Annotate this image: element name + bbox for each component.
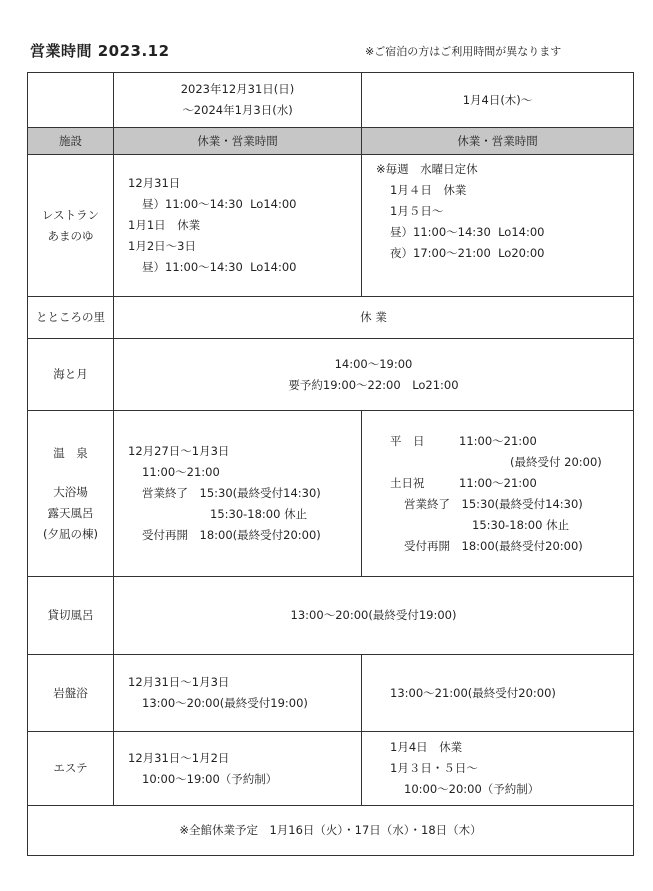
- esute-left-cell: [114, 732, 362, 806]
- onsen-left-line: 12月27日～1月3日: [128, 444, 230, 458]
- esute-name: エステ: [28, 732, 114, 806]
- restaurant-right-cell: [362, 155, 634, 297]
- period1-line2: ～2024年1月3日(水): [182, 103, 293, 117]
- kashikiri-name: 貸切風呂: [28, 577, 114, 655]
- hours-header-1: 休業・営業時間: [114, 128, 362, 155]
- ganbanyoku-left-line: 12月31日～1月3日: [128, 675, 230, 689]
- period2-header: 1月4日(木)～: [362, 73, 634, 128]
- empty-corner-cell: [28, 73, 114, 128]
- restaurant-left-line: 昼）11:00～14:30 Lo14:00: [142, 197, 297, 211]
- onsen-left-line: 11:00～21:00: [142, 465, 220, 479]
- hours-table: [27, 72, 634, 856]
- onsen-left-line: 15:30-18:00 休止: [210, 507, 308, 521]
- onsen-right-line: 15:30-18:00 休止: [472, 517, 570, 532]
- ganbanyoku-left-line: 13:00～20:00(最終受付19:00): [142, 696, 308, 710]
- closure-note: ※全館休業予定 1月16日（火）・17日（水）・18日（木）: [28, 806, 634, 856]
- hours-header-2: 休業・営業時間: [362, 128, 634, 155]
- esute-right-line: 1月３日・５日～: [390, 761, 478, 775]
- kashikiri-value: 13:00～20:00(最終受付19:00): [114, 577, 634, 655]
- period1-header: [114, 73, 362, 128]
- restaurant-left-line: 1月1日 休業: [128, 218, 201, 232]
- restaurant-right-line: 1月５日～: [390, 204, 444, 218]
- onsen-name-line: 温 泉: [53, 445, 88, 460]
- totoro-row: [28, 297, 634, 339]
- esute-left-line: 12月31日～1月2日: [128, 750, 230, 765]
- onsen-right-line: 受付再開 18:00(最終受付20:00): [404, 538, 583, 553]
- restaurant-right-line: ※毎週 水曜日定休: [376, 162, 478, 176]
- onsen-name-line: (夕凪の棟): [43, 526, 98, 541]
- restaurant-left-cell: [114, 155, 362, 297]
- umitotsuki-name: 海と月: [28, 339, 114, 411]
- ganbanyoku-row: [28, 655, 634, 732]
- column-header-row: [28, 128, 634, 155]
- restaurant-row: [28, 155, 634, 297]
- totoro-value: 休 業: [114, 297, 634, 339]
- restaurant-left-line: 1月2日～3日: [128, 239, 196, 253]
- restaurant-name-line1: レストラン: [41, 207, 100, 222]
- umitotsuki-line2: 要予約19:00～22:00 Lo21:00: [288, 377, 459, 392]
- footer-row: [28, 806, 634, 856]
- period-header-row: [28, 73, 634, 128]
- restaurant-left-line: 12月31日: [128, 176, 181, 190]
- page-title: 営業時間 2023.12: [30, 42, 170, 60]
- onsen-left-line: 受付再開 18:00(最終受付20:00): [142, 528, 321, 542]
- onsen-left-line: 営業終了 15:30(最終受付14:30): [142, 486, 321, 500]
- onsen-row: [28, 411, 634, 577]
- esute-row: [28, 732, 634, 806]
- onsen-left-cell: [114, 411, 362, 577]
- ganbanyoku-left-cell: [114, 655, 362, 732]
- restaurant-name: [28, 155, 114, 297]
- onsen-right-line: (最終受付 20:00): [510, 454, 602, 469]
- guest-note: ※ご宿泊の方はご利用時間が異なります: [365, 45, 562, 58]
- period1-line1: 2023年12月31日(日): [180, 82, 295, 96]
- ganbanyoku-name: 岩盤浴: [28, 655, 114, 732]
- restaurant-right-line: 昼）11:00～14:30 Lo14:00: [390, 225, 545, 239]
- esute-left-line: 10:00～19:00（予約制）: [142, 771, 278, 786]
- onsen-name-line: 露天風呂: [47, 505, 94, 520]
- facility-header: 施設: [28, 128, 114, 155]
- onsen-right-line: 土日祝 11:00～21:00: [390, 475, 537, 490]
- onsen-right-line: 平 日 11:00～21:00: [390, 433, 537, 448]
- restaurant-right-line: 1月４日 休業: [390, 183, 467, 197]
- kashikiri-row: [28, 577, 634, 655]
- restaurant-right-line: 夜）17:00～21:00 Lo20:00: [390, 246, 545, 260]
- onsen-right-line: 営業終了 15:30(最終受付14:30): [404, 496, 583, 511]
- onsen-right-cell: [362, 411, 634, 577]
- ganbanyoku-right-cell: 13:00～21:00(最終受付20:00): [362, 655, 634, 732]
- onsen-name: [28, 411, 114, 577]
- umitotsuki-value: [114, 339, 634, 411]
- restaurant-left-line: 昼）11:00～14:30 Lo14:00: [142, 260, 297, 274]
- esute-right-cell: [362, 732, 634, 806]
- restaurant-name-line2: あまのゆ: [47, 228, 94, 243]
- umitotsuki-row: [28, 339, 634, 411]
- totoro-name: とところの里: [28, 297, 114, 339]
- umitotsuki-line1: 14:00～19:00: [334, 356, 413, 371]
- onsen-name-line: 大浴場: [53, 484, 88, 499]
- esute-right-line: 10:00～20:00（予約制）: [404, 782, 540, 796]
- esute-right-line: 1月4日 休業: [390, 740, 463, 754]
